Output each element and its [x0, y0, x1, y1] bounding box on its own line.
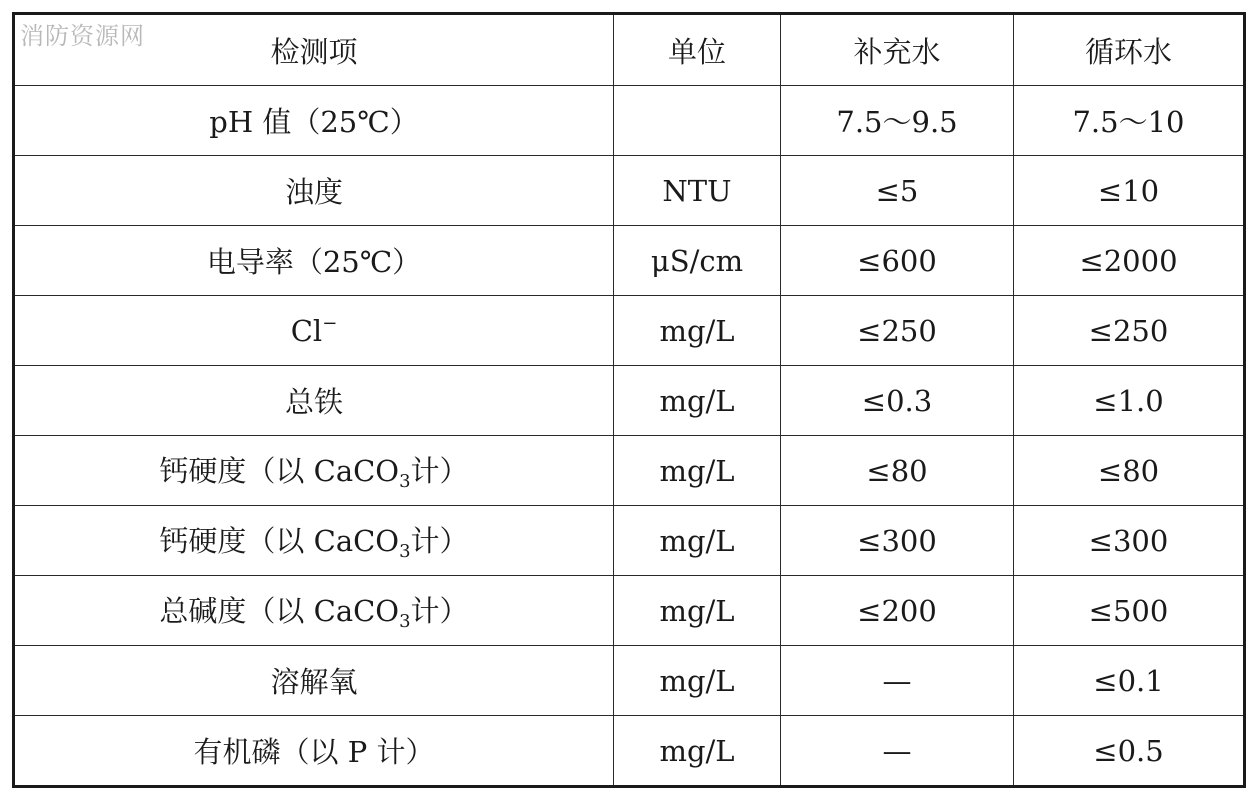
item-text-suffix: 计）	[410, 454, 469, 488]
circulating-water-cell: ≤80	[1014, 436, 1245, 506]
item-text-suffix: 计）	[410, 594, 469, 628]
circulating-water-cell: ≤2000	[1014, 226, 1245, 296]
item-text: 钙硬度（以 CaCO	[159, 524, 400, 558]
item-cell: 溶解氧	[14, 646, 614, 716]
unit-cell: mg/L	[614, 296, 781, 366]
table-row	[14, 296, 1245, 366]
makeup-water-cell: ≤600	[781, 226, 1014, 296]
makeup-water-cell: ≤0.3	[781, 366, 1014, 436]
table-row	[14, 156, 1245, 226]
unit-cell: mg/L	[614, 366, 781, 436]
makeup-water-cell: —	[781, 646, 1014, 716]
makeup-water-cell: 7.5～9.5	[781, 86, 1014, 156]
circulating-water-cell: ≤300	[1014, 506, 1245, 576]
header-circulating-water: 循环水	[1014, 14, 1245, 86]
table-row	[14, 576, 1245, 646]
unit-cell: mg/L	[614, 646, 781, 716]
circulating-water-cell: ≤0.5	[1014, 716, 1245, 787]
item-cell	[14, 296, 614, 366]
item-text: 钙硬度（以 CaCO	[159, 454, 400, 488]
item-subscript: 3	[399, 541, 411, 562]
makeup-water-cell: ≤5	[781, 156, 1014, 226]
item-text: 总碱度（以 CaCO	[159, 594, 400, 628]
circulating-water-cell: 7.5～10	[1014, 86, 1245, 156]
table-row	[14, 226, 1245, 296]
makeup-water-cell: ≤80	[781, 436, 1014, 506]
unit-cell: μS/cm	[614, 226, 781, 296]
table-row	[14, 366, 1245, 436]
unit-cell	[614, 86, 781, 156]
item-superscript: −	[322, 313, 338, 334]
unit-cell: mg/L	[614, 716, 781, 787]
item-cell: pH 值（25℃）	[14, 86, 614, 156]
item-subscript: 3	[399, 611, 411, 632]
item-cell	[14, 506, 614, 576]
item-cell	[14, 436, 614, 506]
circulating-water-cell: ≤10	[1014, 156, 1245, 226]
header-unit: 单位	[614, 14, 781, 86]
table-row	[14, 436, 1245, 506]
unit-cell: NTU	[614, 156, 781, 226]
item-cell: 电导率（25℃）	[14, 226, 614, 296]
header-item: 检测项	[14, 14, 614, 86]
item-cell: 有机磷（以 P 计）	[14, 716, 614, 787]
table-row	[14, 86, 1245, 156]
makeup-water-cell: ≤200	[781, 576, 1014, 646]
circulating-water-cell: ≤1.0	[1014, 366, 1245, 436]
item-cell: 浊度	[14, 156, 614, 226]
table-row	[14, 646, 1245, 716]
table-row	[14, 716, 1245, 787]
unit-cell: mg/L	[614, 576, 781, 646]
table-header-row	[14, 14, 1245, 86]
unit-cell: mg/L	[614, 506, 781, 576]
item-text-suffix: 计）	[410, 524, 469, 558]
circulating-water-cell: ≤250	[1014, 296, 1245, 366]
unit-cell: mg/L	[614, 436, 781, 506]
item-subscript: 3	[399, 471, 411, 492]
header-makeup-water: 补充水	[781, 14, 1014, 86]
makeup-water-cell: ≤300	[781, 506, 1014, 576]
circulating-water-cell: ≤500	[1014, 576, 1245, 646]
item-text: Cl	[290, 314, 323, 348]
circulating-water-cell: ≤0.1	[1014, 646, 1245, 716]
makeup-water-cell: ≤250	[781, 296, 1014, 366]
item-cell: 总铁	[14, 366, 614, 436]
water-quality-table	[12, 12, 1246, 788]
makeup-water-cell: —	[781, 716, 1014, 787]
watermark: 消防资源网	[20, 22, 145, 50]
item-cell	[14, 576, 614, 646]
table-row	[14, 506, 1245, 576]
